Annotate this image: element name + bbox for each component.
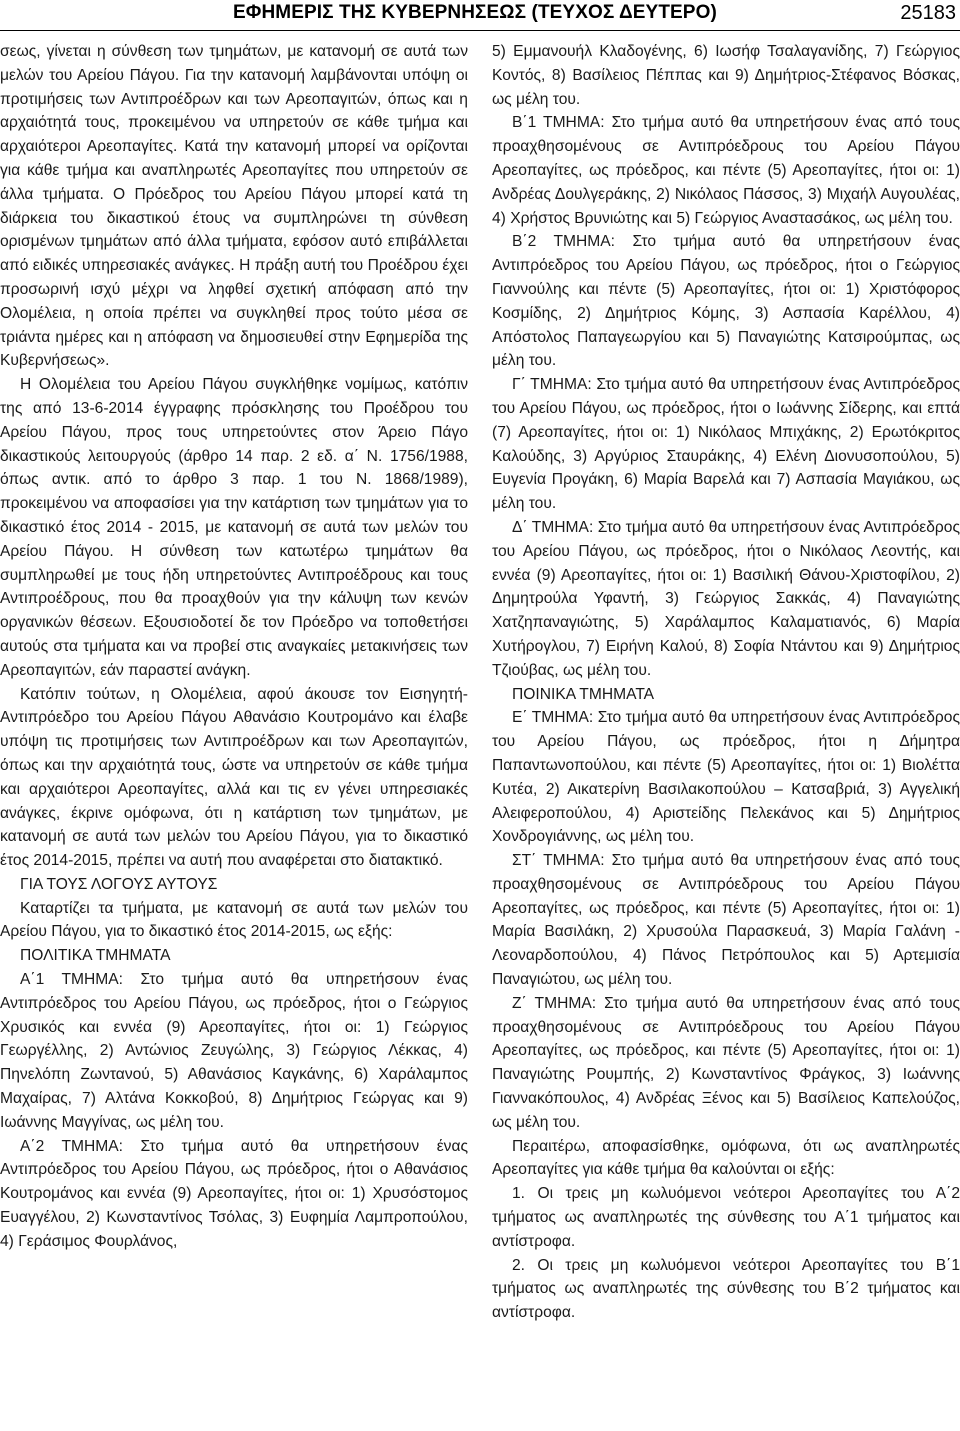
paragraph-section-a1: Α΄1 ΤΜΗΜΑ: Στο τμήμα αυτό θα υπηρετήσουν ένας Αντιπρόεδρος του Αρείου Πάγου, ως πρόεδρος, ήτοι ο Γεώργιος Χρυσικός και εννέα (9) Αρεοπαγίτες, ήτοι οι: 1) Γεώργιος Γεωργέλλης, 2) Αντώνιος Ζευγώλης, 3) Γεώργιος Λέκκας, 4) Πηνελόπη Ζωντανού, 5) Αθανάσιος Καγκάνης, 6) Χαράλαμπος Μαχαίρας, 7) Αλτάνα Κοκκοβού, 8) Δημήτριος Γεώργας και 9) Ιωάννης Μαγγίνας, ως μέλη του. [0, 971, 468, 1131]
paragraph-continuation: σεως, γίνεται η σύνθεση των τμημάτων, με κατανομή σε αυτά των μελών του Αρείου Πάγου. Για την κατανομή λαμβάνονται υπόψη οι προτιμήσεις των Αντιπροέδρων και των Αρεοπαγιτών, όπως και η αρχαιότητά τους, προκειμένου να υπηρετούν σε κάθε τμήμα και αρχαιότεροι Αρεοπαγίτες. Κατά την κατανομή μπορεί να ορίζονται για κάθε τμήμα και αναπληρωτές Αρεοπαγίτες που υπηρετούν σε άλλα τμήματα. Ο Πρόεδρος του Αρείου Πάγου μπορεί κατά τη διάρκεια του δικαστικού έτους να συμπληρώνει τη σύνθεση ορισμένων τμημάτων από άλλα τμήματα, εφόσον αυτό επιβάλλεται από ειδικές υπηρεσιακές ανάγκες. Η πράξη αυτή του Προέδρου έχει προσωρινή ισχύ μέχρι να ληφθεί σχετική απόφαση από την Ολομέλεια, η οποία πρέπει να συγκληθεί προς τούτο μέσα σε τριάντα ημέρες και η απόφαση να δημοσιευθεί στην Εφημερίδα της Κυβερνήσεως». [0, 43, 468, 370]
paragraph-section-a2: Α΄2 ΤΜΗΜΑ: Στο τμήμα αυτό θα υπηρετήσουν ένας Αντιπρόεδρος του Αρείου Πάγου, ως πρόεδρος, ήτοι ο Αθανάσιος Κουτρομάνος και εννέα (9) Αρεοπαγίτες, ήτοι οι: 1) Χρυσόστομος Ευαγγέλου, 2) Κωνσταντίνος Τσόλας, 3) Ευφημία Λαμπροπούλου, 4) Γεράσιμος Φουρλάνος, [0, 1137, 468, 1250]
paragraph-section-a2-continued: 5) Εμμανουήλ Κλαδογένης, 6) Ιωσήφ Τσαλαγανίδης, 7) Γεώργιος Κοντός, 8) Βασίλειος Πέππας και 9) Δημήτριος-Στέφανος Βόσκας, ως μέλη του. [492, 43, 960, 108]
right-column [492, 40, 960, 1428]
paragraph-section-b2: Β΄2 ΤΜΗΜΑ: Στο τμήμα αυτό θα υπηρετήσουν ένας Αντιπρόεδρος του Αρείου Πάγου, ως πρόεδρος, ήτοι ο Γεώργιος Γιαννούλης και πέντε (5) Αρεοπαγίτες, ήτοι οι: 1) Χριστόφορος Κοσμίδης, 2) Δημήτριος Κόμης, 3) Ασπασία Καρέλλου, 4) Απόστολος Παπαγεωργίου και 5) Παναγιώτης Κατσιρούμπας, ως μέλη του. [492, 233, 960, 370]
heading-criminal-sections: ΠΟΙΝΙΚΑ ΤΜΗΜΑΤΑ [512, 685, 655, 703]
paragraph-substitute-rule-2: 2. Οι τρεις μη κωλυόμενοι νεότεροι Αρεοπαγίτες του Β΄1 τμήματος ως αναπληρωτές της σύνθεσης του Β΄2 τμήματος και αντίστροφα. [492, 1256, 960, 1322]
paragraph-section-b1: Β΄1 ΤΜΗΜΑ: Στο τμήμα αυτό θα υπηρετήσουν ένας από τους προαχθησομένους σε Αντιπρόεδρους του Αρείου Πάγου Αρεοπαγίτες, ως πρόεδρος, και πέντε (5) Αρεοπαγίτες, ήτοι οι: 1) Ανδρέας Δουλγεράκης, 2) Νικόλαος Πάσσος, 3) Μιχαήλ Αυγουλέας, 4) Χρήστος Βρυνιώτης και 5) Γεώργιος Αναστασάκος, ως μέλη του. [492, 114, 960, 227]
heading-civil-sections: ΠΟΛΙΤΙΚΑ ΤΜΗΜΑΤΑ [20, 947, 171, 965]
paragraph-substitutes: Περαιτέρω, αποφασίσθηκε, ομόφωνα, ότι ως αναπληρωτές Αρεοπαγίτες για κάθε τμήμα θα καλούνται οι εξής: [492, 1137, 960, 1179]
paragraph-section-z: Ζ΄ ΤΜΗΜΑ: Στο τμήμα αυτό θα υπηρετήσουν ένας από τους προαχθησομένους σε Αντιπρόεδρους του Αρείου Πάγου Αρεοπαγίτες, ως πρόεδρος, και πέντε (5) Αρεοπαγίτες, ήτοι οι: 1) Παναγιώτης Ρουμπής, 2) Κωνσταντίνος Φράγκος, 3) Ιωάννης Γιαννακόπουλος, 4) Ανδρέας Ξένος και 5) Βασίλειος Καπελούζος, ως μέλη του. [492, 994, 960, 1131]
paragraph-section-c: Γ΄ ΤΜΗΜΑ: Στο τμήμα αυτό θα υπηρετήσουν ένας Αντιπρόεδρος του Αρείου Πάγου, ως πρόεδρος, ήτοι ο Ιωάννης Σίδερης, και επτά (7) Αρεοπαγίτες, ήτοι οι: 1) Νικόλαος Μπιχάκης, 2) Ερωτόκριτος Καλούδης, 3) Αργύριος Σταυράκης, 4) Ελένη Διονυσοπούλου, 5) Ευγενία Προγάκη, 6) Μαρία Βαρελά και 7) Ασπασία Μαγιάκου, ως μέλη του. [492, 376, 960, 513]
paragraph-plenary-convened: Η Ολομέλεια του Αρείου Πάγου συγκλήθηκε νομίμως, κατόπιν της από 13-6-2014 έγγραφης πρόσκλησης του Προέδρου του Αρείου Πάγου, προς τους υπηρετούντες στον Άρειο Πάγο δικαστικούς λειτουργούς (άρθρο 14 παρ. 2 εδ. α΄ Ν. 1756/1988, όπως αντικ. από το άρθρο 3 παρ. 1 του Ν. 1868/1989), προκειμένου να αποφασίσει για την κατάρτιση των τμημάτων για το δικαστικό έτος 2014 - 2015, με κατανομή σε αυτά των μελών του Αρείου Πάγου. Η σύνθεση των κατωτέρω τμημάτων θα συμπληρωθεί με τους ήδη υπηρετούντες Αντιπροέδρους και τους Αντιπροέδρους, που θα προαχθούν για την κάλυψη των κενών οργανικών θέσεων. Εξουσιοδοτεί δε τον Πρόεδρο να τοποθετήσει αυτούς στα τμήματα και να προβεί στις αναγκαίες μετακινήσεις των Αρεοπαγιτών, εάν παραστεί ανάγκη. [0, 376, 468, 679]
paragraph-compiles-sections: Καταρτίζει τα τμήματα, με κατανομή σε αυτά των μελών του Αρείου Πάγου, για το δικαστικό έτος 2014-2015, ως εξής: [0, 899, 468, 941]
header-rule [0, 30, 960, 31]
page-number: 25183 [900, 2, 956, 24]
paragraph-plenary-decision: Κατόπιν τούτων, η Ολομέλεια, αφού άκουσε τον Εισηγητή-Αντιπρόεδρο του Αρείου Πάγου Αθανάσιο Κουτρομάνο και έλαβε υπόψη τις προτιμήσεις των Αντιπροέδρων και των Αρεοπαγιτών, όπως και την αρχαιότητά τους, ώστε να υπηρετούν σε κάθε τμήμα και αρχαιότεροι Αρεοπαγίτες, αλλά και τις εν γένει υπηρεσιακές ανάγκες, έκρινε ομόφωνα, ότι η κατάρτιση των τμημάτων, με κατανομή σε αυτά των μελών του Αρείου Πάγου, για το δικαστικό έτος 2014-2015, πρέπει να αυτή που αναφέρεται στο διατακτικό. [0, 685, 468, 870]
paragraph-section-st: ΣΤ΄ ΤΜΗΜΑ: Στο τμήμα αυτό θα υπηρετήσουν ένας από τους προαχθησομένους σε Αντιπρόεδρους του Αρείου Πάγου Αρεοπαγίτες, ως πρόεδρος, και πέντε (5) Αρεοπαγίτες, ήτοι οι: 1) Μαρία Βασιλάκη, 2) Χρυσούλα Παρασκευά, 3) Μαρία Γαλάνη - Λεοναρδοπούλου, 4) Πάνος Πετρόπουλος και 5) Αρτεμισία Παναγιώτου, ως μέλη του. [492, 852, 960, 989]
heading-for-these-reasons: ΓΙΑ ΤΟΥΣ ΛΟΓΟΥΣ ΑΥΤΟΥΣ [20, 875, 218, 893]
gazette-title: ΕΦΗΜΕΡΙΣ ΤΗΣ ΚΥΒΕΡΝΗΣΕΩΣ (ΤΕΥΧΟΣ ΔΕΥΤΕΡΟ) [233, 2, 717, 23]
paragraph-section-e: Ε΄ ΤΜΗΜΑ: Στο τμήμα αυτό θα υπηρετήσουν ένας Αντιπρόεδρος του Αρείου Πάγου, ως πρόεδρος, ήτοι η Δήμητρα Παπαντωνοπούλου, και πέντε (5) Αρεοπαγίτες, ήτοι οι: 1) Βιολέττα Κυτέα, 2) Αικατερίνη Βασιλακοπούλου – Κατσαβριά, 3) Αγγελική Αλειφεροπούλου, 4) Αριστείδης Πελεκάνος και 5) Δημήτριος Χονδρογιάννης, ως μέλη του. [492, 709, 960, 846]
page-header [0, 0, 960, 30]
left-column [0, 40, 468, 1428]
paragraph-section-d: Δ΄ ΤΜΗΜΑ: Στο τμήμα αυτό θα υπηρετήσουν ένας Αντιπρόεδρος του Αρείου Πάγου, ως πρόεδρος, ήτοι ο Νικόλαος Λεοντής, και εννέα (9) Αρεοπαγίτες, ήτοι οι: 1) Βασιλική Θάνου-Χριστοφίλου, 2) Δημητρούλα Υφαντή, 3) Γεώργιος Σακκάς, 4) Παναγιώτης Χατζηπαναγιώτης, 5) Χαράλαμπος Καλαματιανός, 6) Μαρία Χυτήρογλου, 7) Ειρήνη Καλού, 8) Σοφία Ντάντου και 9) Δημήτριος Τζιούβας, ως μέλη του. [492, 518, 960, 679]
paragraph-substitute-rule-1: 1. Οι τρεις μη κωλυόμενοι νεότεροι Αρεοπαγίτες του Α΄2 τμήματος ως αναπληρωτές της σύνθεσης του Α΄1 τμήματος και αντίστροφα. [492, 1185, 960, 1250]
